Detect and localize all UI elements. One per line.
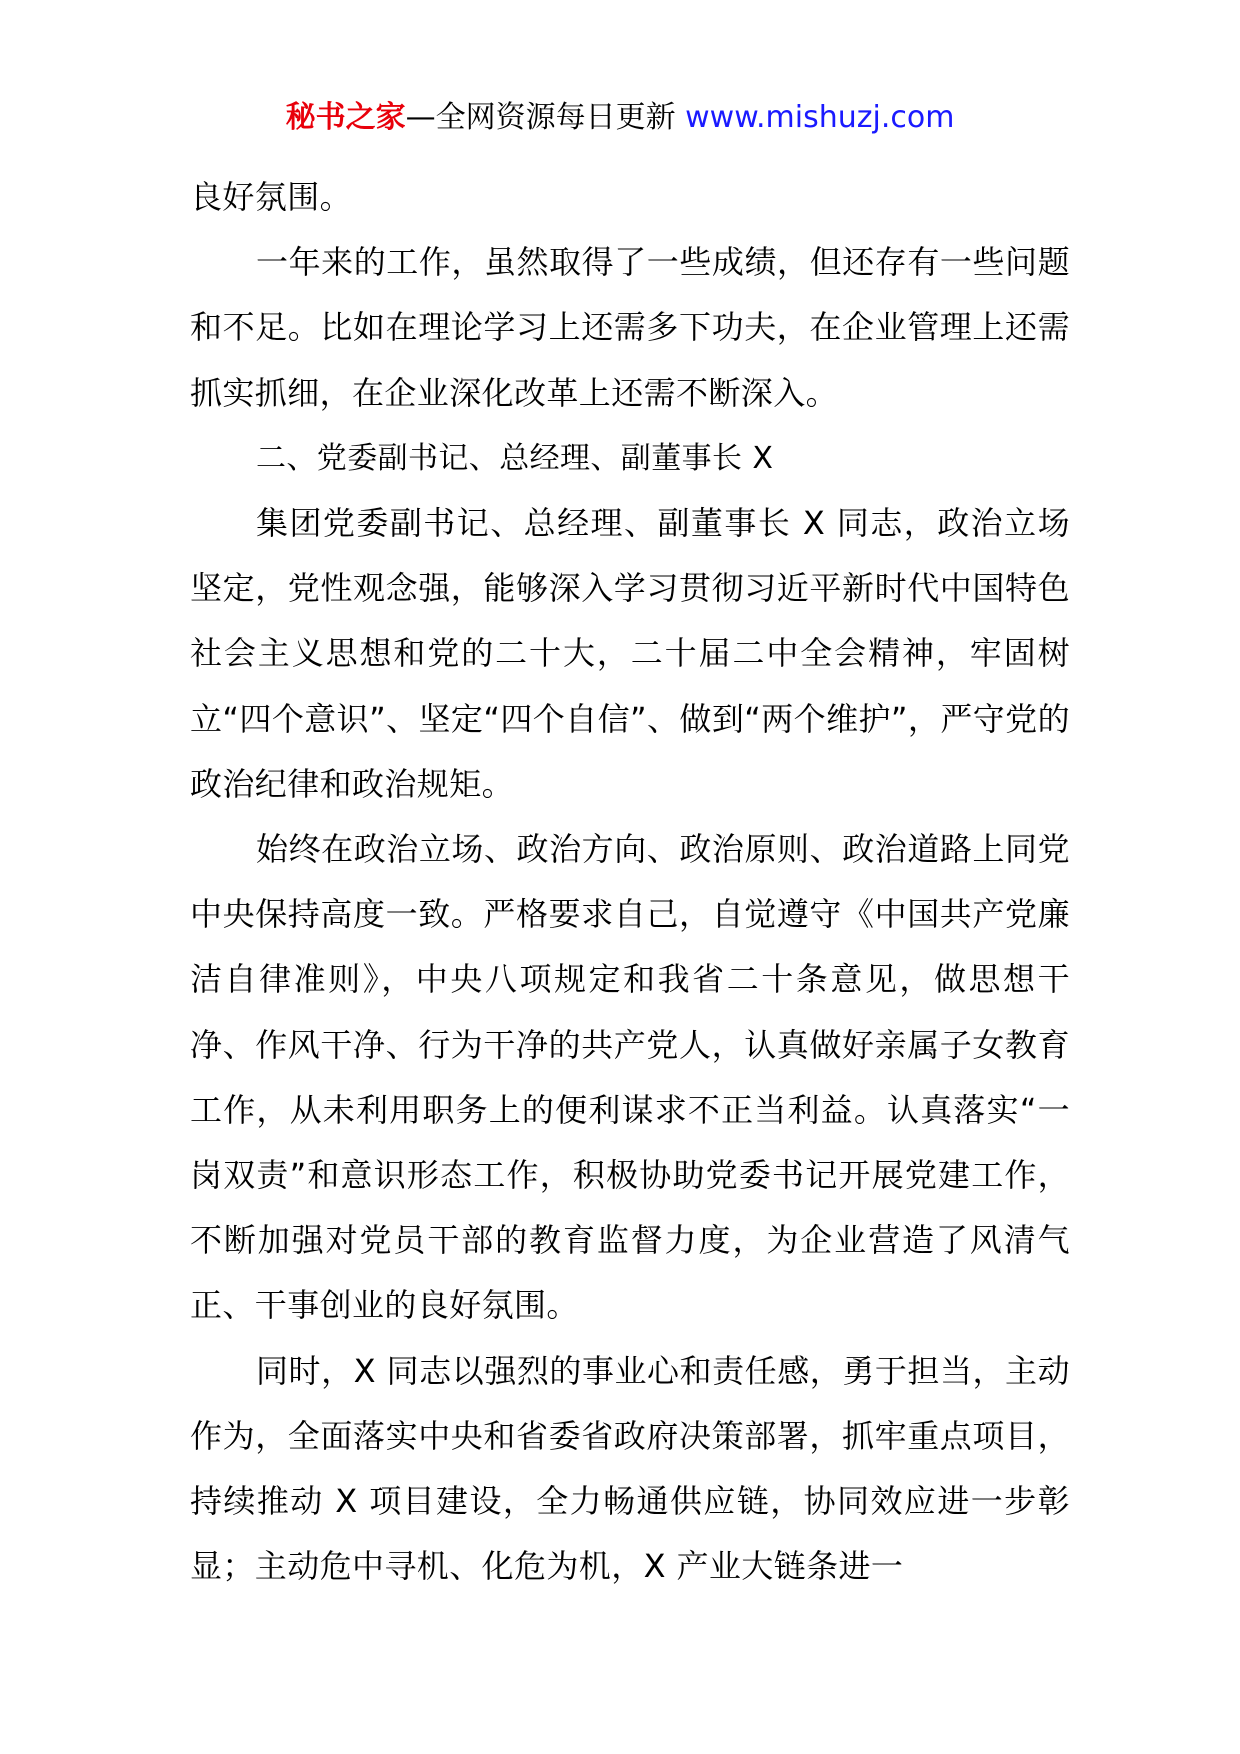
section-heading: 二、党委副书记、总经理、副董事长 X (256, 440, 774, 476)
paragraph-discipline: 始终在政治立场、政治方向、政治原则、政治道路上同党中央保持高度一致。严格要求自己，自觉遵守《中国共产党廉洁自律准则》，中央八项规定和我省二十条意见，做思想干净、作风干净、行为干净的共产党人，认真做好亲属子女教育工作，从未利用职务上的便利谋求不正当利益。认真落实“一岗双责”和意识形态工作，积极协助党委书记开展党建工作，不断加强对党员干部的教育监督力度，为企业营造了风清气正、干事创业的良好氛围。 (190, 830, 1070, 1325)
paragraph-continuation: 良好氛围。 (190, 178, 353, 216)
paragraph-summary: 一年来的工作，虽然取得了一些成绩，但还存有一些问题和不足。比如在理论学习上还需多下功夫，在企业管理上还需抓实抓细，在企业深化改革上还需不断深入。 (190, 243, 1070, 412)
site-tagline: —全网资源每日更新 (405, 100, 686, 135)
site-brand: 秘书之家 (285, 100, 406, 135)
site-url-link[interactable]: www.mishuzj.com (685, 100, 955, 135)
paragraph-achievements: 同时，X 同志以强烈的事业心和责任感，勇于担当，主动作为，全面落实中央和省委省政府决策部署，抓牢重点项目，持续推动 X 项目建设，全力畅通供应链，协同效应进一步彰显；主动危中寻机、化危为机，X 产业大链条进一 (190, 1351, 1070, 1586)
document-body (190, 165, 1070, 1599)
paragraph-political-stance: 集团党委副书记、总经理、副董事长 X 同志，政治立场坚定，党性观念强，能够深入学习贯彻习近平新时代中国特色社会主义思想和党的二十大，二十届二中全会精神，牢固树立“四个意识”、坚定“四个自信”、做到“两个维护”，严守党的政治纪律和政治规矩。 (190, 504, 1070, 803)
site-header (0, 98, 1240, 138)
